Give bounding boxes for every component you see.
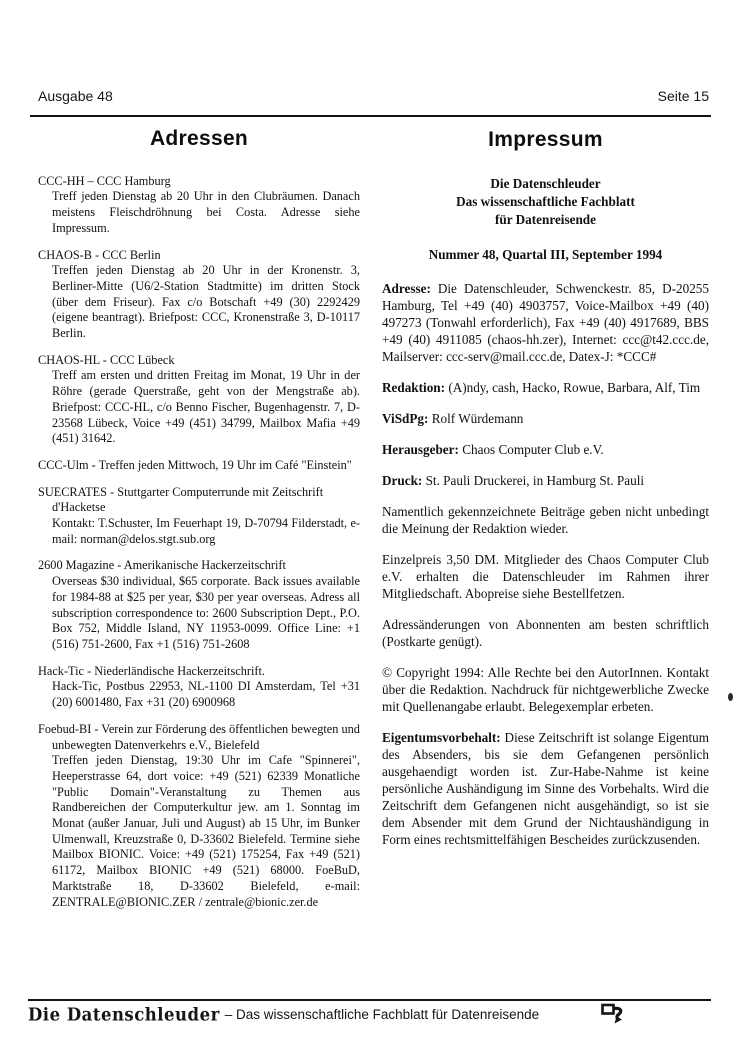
footer-wordmark: Die Datenschleuder	[28, 1004, 220, 1024]
address-entry-chaos-hl	[38, 353, 360, 447]
paragraph-text: © Copyright 1994: Alle Rechte bei den AutorInnen. Kontakt über die Redaktion. Nachdruck für nichtgewerbliche Zwecke mit Quellenangabe erlaubt. Belegexemplar erbeten.	[382, 665, 709, 714]
entry-heading: CHAOS-HL - CCC Lübeck	[38, 352, 175, 367]
issue-label: Ausgabe 48	[38, 88, 113, 104]
entry-heading: CCC-HH – CCC Hamburg	[38, 173, 171, 188]
page-turn-hand-icon	[601, 1003, 631, 1025]
entry-body: Treffen jeden Dienstag, 19:30 Uhr im Cafe "Spinnerei", Heeperstrasse 64, dort voice: +49 (521) 62339 Monatliche "Public Domain"-Veranstaltung zu Themen aus Randbereichen der Computerkultur jew. am 1. Sonntag im Monat (außer Januar, Juli und August) ab 15 Uhr, im Bunker Ulmenwall, Kreuzstraße 0, D-33602 Bielefeld. Termine siehe Mailbox BIONIC. Voice: +49 (521) 175254, Fax +49 (521) 61172, Mailbox BIONIC +49 (521) 68000. FoeBuD, Marktstraße 18, D-33602 Bielefeld, e-mail: ZENTRALE@BIONIC.ZER / zentrale@bionic.zer.de	[52, 753, 360, 909]
paragraph-lead: Druck:	[382, 473, 423, 488]
entry-heading: Foebud-BI - Verein zur Förderung des öffentlichen bewegten und unbewegten Datenverkehrs e.V., Bielefeld	[38, 721, 360, 752]
entry-heading: CCC-Ulm - Treffen jeden Mittwoch, 19 Uhr im Café "Einstein"	[38, 457, 352, 472]
paragraph-text: Rolf Würdemann	[428, 411, 524, 426]
entry-body: Treffen jeden Dienstag ab 20 Uhr in der Kronenstr. 3, Berliner-Mitte (U6/2-Station Stadtmitte) im dritten Stock (über dem Friseur). Fax c/o Botschaft +49 (30) 2292429 (eigene beantragt). Briefpost: CCC, Kronenstraße 3, D-10117 Berlin.	[52, 263, 360, 341]
paragraph-text: Namentlich gekennzeichnete Beiträge geben nicht unbedingt die Meinung der Redaktion wieder.	[382, 504, 709, 536]
impressum-paragraph-adresse	[382, 280, 709, 365]
paragraph-text: Die Datenschleuder, Schwenckestr. 85, D-20255 Hamburg, Tel +49 (40) 4903757, Voice-Mailbox +49 (40) 497273 (Tonwahl erforderlich), Fax +49 (40) 4917689, BBS +49 (40) 4911085 (chaos-hh.zer), Internet: ccc@t42.ccc.de, Mailserver: ccc-serv@mail.ccc.de, Datex-J: *CCC#	[382, 281, 709, 364]
entry-heading: CHAOS-B - CCC Berlin	[38, 247, 161, 262]
page-number-label: Seite 15	[657, 88, 709, 104]
masthead-line-2: Das wissenschaftliche Fachblatt	[456, 194, 635, 209]
header-rule	[30, 115, 711, 117]
content-columns	[38, 127, 709, 921]
address-entry-ccc-hh	[38, 174, 360, 237]
impressum-paragraph-druck	[382, 472, 709, 489]
address-entry-2600-magazine	[38, 558, 360, 652]
impressum-column	[382, 128, 709, 921]
address-entry-hack-tic	[38, 664, 360, 711]
entry-heading: 2600 Magazine - Amerikanische Hackerzeitschrift	[38, 558, 286, 573]
paragraph-text: Adressänderungen von Abonnenten am besten schriftlich (Postkarte genügt).	[382, 617, 709, 649]
adressen-title: Adressen	[149, 127, 249, 150]
entry-body: Kontakt: T.Schuster, Im Feuerhapt 19, D-70794 Filderstadt, e-mail: norman@delos.stgt.sub.org	[52, 516, 360, 546]
impressum-title: Impressum	[488, 128, 603, 151]
impressum-paragraph-visdpg	[382, 410, 709, 427]
paragraph-text: St. Pauli Druckerei, in Hamburg St. Pauli	[422, 473, 645, 488]
paragraph-text: (A)ndy, cash, Hacko, Rowue, Barbara, Alf, Tim	[445, 380, 701, 395]
paragraph-lead: Adresse:	[382, 281, 431, 296]
masthead-line-1: Die Datenschleuder	[490, 176, 601, 191]
entry-body: Hack-Tic, Postbus 22953, NL-1100 DI Amsterdam, Tel +31 (20) 6001480, Fax +31 (20) 6900968	[52, 679, 360, 710]
address-entry-foebud-bi	[38, 722, 360, 910]
adressen-column	[38, 127, 360, 921]
paragraph-lead: ViSdPg:	[382, 411, 429, 426]
entry-heading: SUECRATES - Stuttgarter Computerrunde mit Zeitschrift d'Hacketse	[38, 484, 324, 515]
page-header	[38, 88, 709, 104]
impressum-paragraph-copyright	[382, 664, 709, 715]
entry-heading: Hack-Tic - Niederländische Hackerzeitschrift.	[38, 663, 265, 678]
impressum-paragraph-redaktion	[382, 379, 709, 396]
issue-line: Nummer 48, Quartal III, September 1994	[428, 247, 663, 262]
scan-artifact-dot	[728, 693, 733, 701]
entry-body: Treff am ersten und dritten Freitag im Monat, 19 Uhr in der Röhre (gerade Querstraße, geht von der Mengstraße ab). Briefpost: CCC-HL, c/o Benno Fischer, Bugenhagenstr. 7, D-23568 Lübeck, Voice +49 (451) 34799, Mailbox Mafia +49 (451) 31642.	[52, 368, 360, 446]
paragraph-text: Chaos Computer Club e.V.	[458, 442, 604, 457]
impressum-paragraph-eigentumsvorbehalt	[382, 729, 709, 848]
paragraph-lead: Eigentumsvorbehalt:	[382, 730, 501, 745]
paragraph-text: Einzelpreis 3,50 DM. Mitglieder des Chaos Computer Club e.V. erhalten die Datenschleuder im Rahmen ihrer Mitgliedschaft. Abopreise siehe Bestellfetzen.	[382, 552, 709, 601]
impressum-paragraph-beitraege	[382, 503, 709, 537]
entry-body: Treff jeden Dienstag ab 20 Uhr in den Clubräumen. Danach meistens Fleischdröhnung bei Costa. Adresse siehe Impressum.	[52, 189, 360, 235]
page-footer	[28, 1003, 711, 1025]
address-entry-chaos-b	[38, 248, 360, 342]
masthead	[382, 175, 709, 229]
impressum-paragraph-herausgeber	[382, 441, 709, 458]
paragraph-text: Diese Zeitschrift ist solange Eigentum des Absenders, bis sie dem Gefangenen persönlich ausgehaendigt worden ist. Zur-Habe-Nahme ist keine persönliche Aushändigung im Sinne des Vorbehalts. Wird die Zeitschrift dem Gefangenen nicht ausgehändigt, so ist sie dem Absender mit dem Grund der Nichtaushändigung in Form eines rechtsmittelfähigen Bescheides zurückzusenden.	[382, 730, 709, 847]
impressum-paragraph-adressaenderungen	[382, 616, 709, 650]
paragraph-lead: Herausgeber:	[382, 442, 459, 457]
footer-rule	[28, 999, 711, 1001]
impressum-paragraph-einzelpreis	[382, 551, 709, 602]
paragraph-lead: Redaktion:	[382, 380, 446, 395]
footer-tagline: – Das wissenschaftliche Fachblatt für Datenreisende	[224, 1006, 540, 1022]
entry-body: Overseas $30 individual, $65 corporate. Back issues available for 1984-88 at $25 per year, $30 per year overseas. Adress all subscription correspondence to: 2600 Subscription Dept., P.O. Box 752, Middle Island, NY 11953-0099. Office Line: +1 (516) 751-2600, Fax +1 (516) 751-2608	[52, 574, 360, 651]
address-entry-suecrates	[38, 485, 360, 548]
address-entry-ccc-ulm	[38, 458, 360, 474]
masthead-line-3: für Datenreisende	[495, 212, 596, 227]
